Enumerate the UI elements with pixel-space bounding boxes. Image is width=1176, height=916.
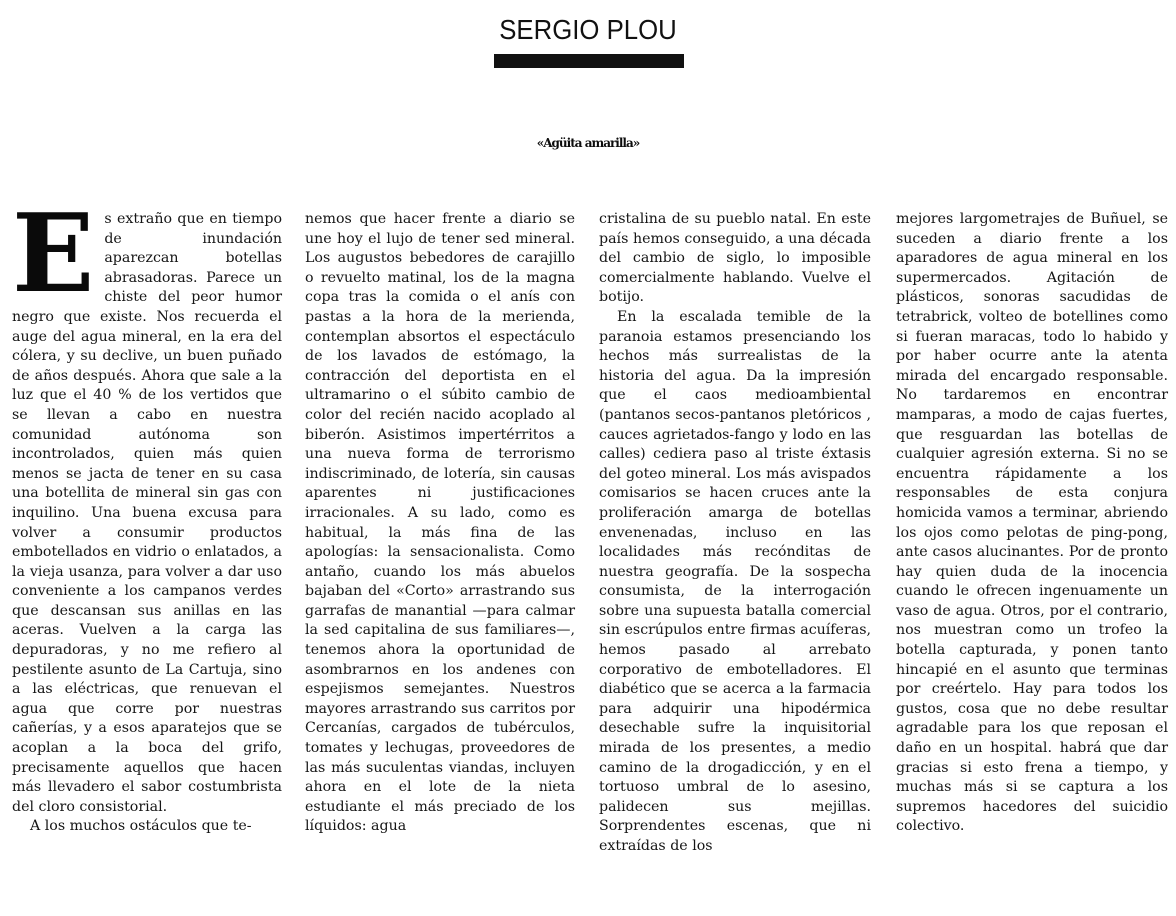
drop-cap: E — [12, 191, 95, 317]
column-1-paragraph-2: A los muchos ostáculos que te- — [30, 818, 252, 835]
article-column-2 — [305, 210, 575, 837]
headline: «Agüita amarilla» — [536, 136, 640, 150]
byline-author: SERGIO PLOU — [499, 14, 677, 45]
column-3-paragraph-1: cristalina de su pueblo natal. En este país hemos conseguido, a una década del cambio de siglo, lo imposible comercialmente hablando. Vuelve el botijo. — [599, 211, 871, 306]
article-column-4 — [896, 210, 1168, 837]
byline-rule — [494, 54, 684, 68]
column-1-paragraph-1-text: s extraño que en tiempo de inundación aparezcan botellas abrasadoras. Parece un chiste del peor humor negro que existe. Nos recuerda el auge del agua mineral, en la era del cólera, y su declive, un buen puñado de años después. Ahora que sale a la luz que el 40 % de los vertidos que se llevan a cabo en nuestra comunidad autónoma son incontrolados, quien más quien menos se jacta de tener en su casa una botellita de mineral sin gas con inquilino. Una buena excusa para volver a consumir productos embotellados en vidrio o enlatados, a la vieja usanza, para volver a dar uso conveniente a los campanos verdes que descansan sus anillas en las aceras. Vuelven a la carga las depuradoras, y no me refiero al pestilente asunto de La Cartuja, sino a las eléctricas, que renuevan el agua que corre por nuestras cañerías, y a esos aparatejos que se acoplan a la boca del grifo, precisamente aquellos que hacen más llevadero el sabor costumbrista del cloro consistorial. — [12, 211, 282, 815]
column-4-paragraph-1: mejores largometrajes de Buñuel, se suceden a diario frente a los aparadores de agua mineral en los supermercados. Agitación de plásticos, sonoras sacudidas de tetrabrick, volteo de botellines como si fueran maracas, todo lo habido y por haber ocurre ante la atenta mirada del encargado responsable. No tardaremos en encontrar mamparas, a modo de cajas fuertes, que resguardan las botellas de cualquier agresión externa. Si no se encuentra rápidamente a los responsables de esta conjura homicida vamos a terminar, abriendo los ojos como pelotas de ping-pong, ante casos alucinantes. Por de pronto hay quien duda de la inocencia cuando le ofrecen ingenuamente un vaso de agua. Otros, por el contrario, nos muestran como un trofeo la botella capturada, y ponen tanto hincapié en el asunto que terminas por creértelo. Hay para todos los gustos, cosa que no debe resultar agradable para los que reposan el daño en un hospital. habrá que dar gracias si esto frena a tiempo, y muchas más si se captura a los supremos hacedores del suicidio colectivo. — [896, 211, 1168, 835]
article-column-1 — [12, 191, 282, 837]
column-1-paragraph-1 — [12, 191, 282, 817]
article-column-3 — [599, 210, 871, 857]
column-2-paragraph-1: nemos que hacer frente a diario se une hoy el lujo de tener sed mineral. Los augustos bebedores de carajillo o revuelto matinal, los de la magna copa tras la comida o el anís con pastas a la hora de la merienda, contemplan absortos el espectáculo de los lavados de estómago, la contracción del deportista en el ultramarino o el súbito cambio de color del recién nacido acoplado al biberón. Asistimos impertérritos a una nueva forma de terrorismo indiscriminado, de lotería, sin causas aparentes ni justificaciones irracionales. A su lado, como es habitual, la más fina de las apologías: la sensacionalista. Como antaño, cuando los más abuelos bajaban del «Corto» arrastrando sus garrafas de manantial —para calmar la sed capitalina de sus familiares—, tenemos ahora la oportunidad de asombrarnos en los andenes con espejismos semejantes. Nuestros mayores arrastrando sus carritos por Cercanías, cargados de tubérculos, tomates y lechugas, proveedores de las más suculentas viandas, incluyen ahora en el lote de la nieta estudiante el más preciado de los líquidos: agua — [305, 211, 575, 835]
column-3-paragraph-2: En la escalada temible de la paranoia estamos presenciando los hechos más surrealistas de la historia del agua. Da la impresión que el caos medioambiental (pantanos secos-pantanos pletóricos , cauces agrietados-fango y lodo en las calles) cediera paso al triste éxtasis del goteo mineral. Los más avispados comisarios se hacen cruces ante la proliferación amarga de botellas envenenadas, incluso en las localidades más recónditas de nuestra geografía. De la sospecha consumista, de la interrogación sobre una supuesta batalla comercial sin escrúpulos entre firmas acuíferas, hemos pasado al arrebato corporativo de embotelladores. El diabético que se acerca a la farmacia para adquirir una hipodérmica desechable sufre la inquisitorial mirada de los presentes, a medio camino de la drogadicción, y en el tortuoso umbral de lo asesino, palidecen sus mejillas. Sorprendentes escenas, que ni extraídas de los — [599, 308, 871, 854]
